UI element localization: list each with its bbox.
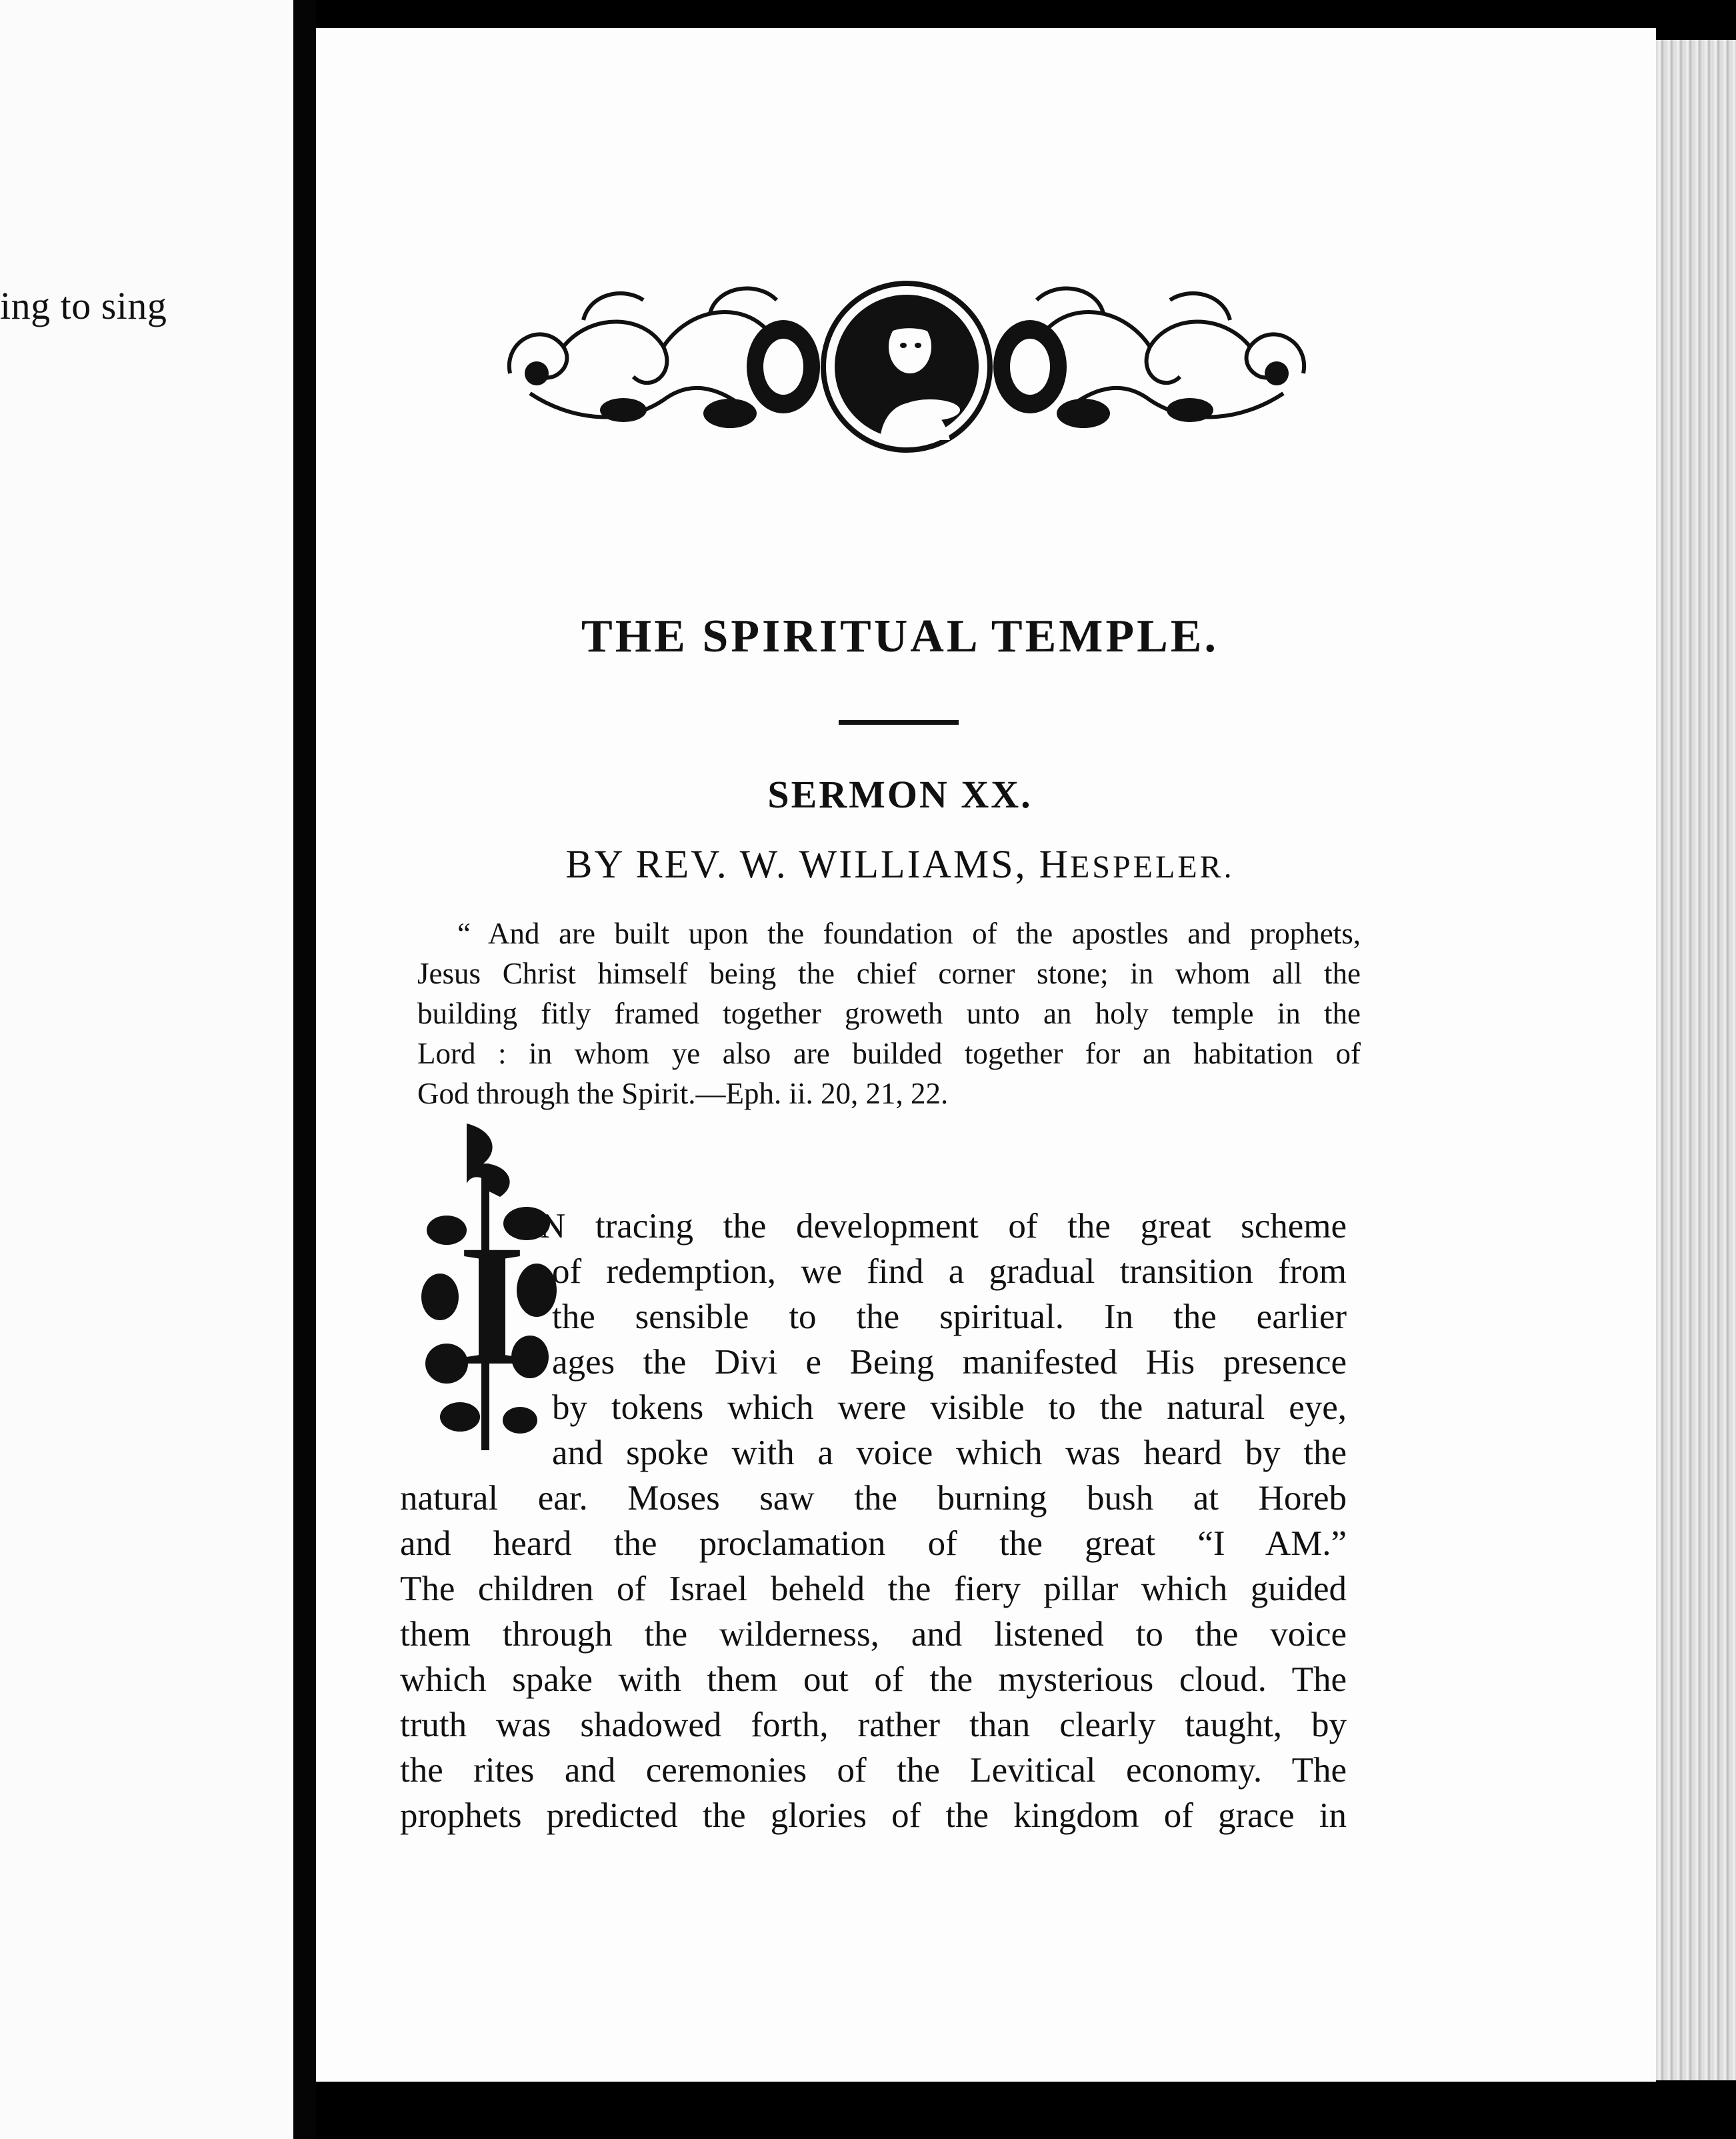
body-line: the sensible to the spiritual. In the earlier [552, 1298, 1347, 1336]
body-line: which spake with them out of the mysterious cloud. The [400, 1660, 1347, 1699]
byline-place-rest: ESPELER. [1069, 849, 1235, 885]
author-byline [507, 841, 1293, 887]
epigraph-line: building fitly framed together groweth unto an holy temple in the [417, 997, 1361, 1030]
body-line: them through the wilderness, and listened to the voice [400, 1615, 1347, 1654]
book-gutter [293, 0, 316, 2139]
scripture-epigraph [417, 913, 1361, 1114]
sermon-number: SERMON XX. [767, 773, 1033, 816]
page-edges [1656, 40, 1736, 2080]
byline-author: BY REV. W. WILLIAMS, [565, 842, 1027, 886]
body-line: N tracing the development of the great scheme [540, 1207, 1347, 1246]
epigraph-line: God through the Spirit.—Eph. ii. 20, 21, 22. [417, 1077, 949, 1110]
body-line: natural ear. Moses saw the burning bush at Horeb [400, 1479, 1347, 1518]
drop-cap-letter: I [458, 1210, 526, 1402]
body-line: the rites and ceremonies of the Levitical economy. The [400, 1751, 1347, 1790]
body-line: and spoke with a voice which was heard by the [552, 1434, 1347, 1472]
title-divider [839, 720, 959, 725]
epigraph-line: Jesus Christ himself being the chief corner stone; in whom all the [417, 957, 1361, 990]
left-page-text-fragment: ing to sing [0, 284, 167, 327]
body-line: truth was shadowed forth, rather than clearly taught, by [400, 1706, 1347, 1744]
sermon-body [400, 1204, 1347, 1838]
epigraph-line: Lord : in whom ye also are builded together for an habitation of [417, 1037, 1361, 1070]
body-line: prophets predicted the glories of the kingdom of grace in [400, 1796, 1347, 1835]
byline-place-initial: H [1039, 842, 1070, 886]
epigraph-line: “ And are built upon the foundation of the apostles and prophets, [457, 917, 1361, 950]
left-facing-page [0, 0, 293, 2139]
body-line: by tokens which were visible to the natural eye, [552, 1388, 1347, 1427]
body-line: The children of Israel beheld the fiery pillar which guided [400, 1570, 1347, 1608]
ornamental-headpiece [490, 273, 1323, 460]
body-line: and heard the proclamation of the great “I AM.” [400, 1524, 1347, 1563]
body-line: ages the Divi e Being manifested His presence [552, 1343, 1347, 1382]
body-line: of redemption, we find a gradual transition from [552, 1252, 1347, 1291]
page-title: THE SPIRITUAL TEMPLE. [581, 611, 1219, 662]
